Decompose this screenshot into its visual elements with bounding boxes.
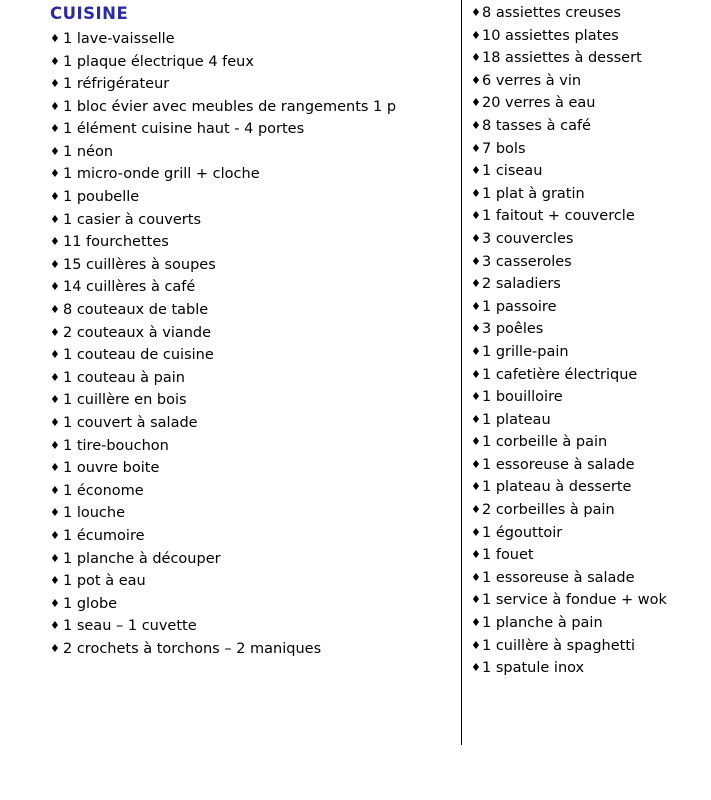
diamond-bullet-icon: ♦ xyxy=(50,190,60,204)
diamond-bullet-icon: ♦ xyxy=(471,322,481,336)
diamond-bullet-icon: ♦ xyxy=(471,96,481,110)
list-item-label: 2 crochets à torchons – 2 maniques xyxy=(63,640,322,657)
diamond-bullet-icon: ♦ xyxy=(471,661,481,675)
right-inventory-list xyxy=(471,2,711,680)
diamond-bullet-icon: ♦ xyxy=(50,506,60,520)
diamond-bullet-icon: ♦ xyxy=(50,122,60,136)
list-item-label: 2 corbeilles à pain xyxy=(482,502,615,519)
list-item-label: 1 plaque électrique 4 feux xyxy=(63,53,254,70)
diamond-bullet-icon: ♦ xyxy=(471,480,481,494)
diamond-bullet-icon: ♦ xyxy=(50,416,60,430)
list-item-label: 1 micro-onde grill + cloche xyxy=(63,166,260,183)
diamond-bullet-icon: ♦ xyxy=(50,144,60,158)
list-item xyxy=(50,254,461,277)
list-item xyxy=(471,183,711,206)
list-item xyxy=(471,160,711,183)
list-item xyxy=(471,386,711,409)
list-item-label: 1 écumoire xyxy=(63,527,145,544)
list-item-label: 11 fourchettes xyxy=(63,234,169,251)
list-item-label: 10 assiettes plates xyxy=(482,27,619,44)
diamond-bullet-icon: ♦ xyxy=(50,370,60,384)
list-item-label: 1 néon xyxy=(63,143,114,160)
list-item-label: 1 élément cuisine haut - 4 portes xyxy=(63,121,305,138)
list-item xyxy=(50,615,461,638)
diamond-bullet-icon: ♦ xyxy=(50,348,60,362)
list-item-label: 1 lave-vaisselle xyxy=(63,30,175,47)
list-item xyxy=(50,163,461,186)
list-item xyxy=(471,25,711,48)
diamond-bullet-icon: ♦ xyxy=(471,6,481,19)
list-item-label: 1 plateau xyxy=(482,411,551,428)
list-item-label: 1 corbeille à pain xyxy=(482,434,608,451)
list-item-label: 1 essoreuse à salade xyxy=(482,456,635,473)
list-item xyxy=(471,47,711,70)
list-item-label: 1 casier à couverts xyxy=(63,211,201,228)
list-item xyxy=(471,2,711,25)
list-item-label: 1 couvert à salade xyxy=(63,415,198,432)
list-item xyxy=(50,570,461,593)
list-item xyxy=(471,567,711,590)
list-item-label: 18 assiettes à dessert xyxy=(482,50,642,67)
list-item-label: 1 faitout + couvercle xyxy=(482,208,635,225)
diamond-bullet-icon: ♦ xyxy=(471,344,481,358)
list-item xyxy=(471,635,711,658)
list-item xyxy=(471,296,711,319)
diamond-bullet-icon: ♦ xyxy=(471,186,481,200)
list-item xyxy=(50,593,461,616)
list-item-label: 8 couteaux de table xyxy=(63,302,209,319)
list-item xyxy=(471,544,711,567)
list-item-label: 1 planche à pain xyxy=(482,615,603,632)
diamond-bullet-icon: ♦ xyxy=(50,574,60,588)
list-item-label: 1 égouttoir xyxy=(482,524,563,541)
list-item-label: 1 tire-bouchon xyxy=(63,437,169,454)
right-column xyxy=(462,0,711,680)
list-item xyxy=(50,412,461,435)
diamond-bullet-icon: ♦ xyxy=(50,619,60,633)
list-item xyxy=(50,141,461,164)
list-item-label: 1 essoreuse à salade xyxy=(482,569,635,586)
diamond-bullet-icon: ♦ xyxy=(471,548,481,562)
list-item-label: 3 poêles xyxy=(482,321,544,338)
diamond-bullet-icon: ♦ xyxy=(471,435,481,449)
list-item-label: 1 bloc évier avec meubles de rangements 1 p xyxy=(63,98,397,115)
list-item-label: 1 plat à gratin xyxy=(482,185,585,202)
diamond-bullet-icon: ♦ xyxy=(50,528,60,542)
list-item-label: 15 cuillères à soupes xyxy=(63,256,216,273)
list-item-label: 6 verres à vin xyxy=(482,72,582,89)
list-item xyxy=(471,115,711,138)
list-item-label: 1 planche à découper xyxy=(63,550,221,567)
list-item-label: 8 assiettes creuses xyxy=(482,5,621,21)
diamond-bullet-icon: ♦ xyxy=(50,551,60,565)
list-item-label: 2 couteaux à viande xyxy=(63,324,212,341)
list-item xyxy=(471,409,711,432)
diamond-bullet-icon: ♦ xyxy=(50,167,60,181)
list-item-label: 1 service à fondue + wok xyxy=(482,592,667,609)
diamond-bullet-icon: ♦ xyxy=(471,412,481,426)
list-item xyxy=(471,522,711,545)
list-item xyxy=(50,96,461,119)
list-item xyxy=(50,367,461,390)
list-item-label: 1 bouilloire xyxy=(482,389,563,406)
diamond-bullet-icon: ♦ xyxy=(471,141,481,155)
list-item xyxy=(471,454,711,477)
list-item xyxy=(471,273,711,296)
diamond-bullet-icon: ♦ xyxy=(471,503,481,517)
list-item-label: 1 ciseau xyxy=(482,163,543,180)
list-item xyxy=(471,499,711,522)
list-item xyxy=(50,186,461,209)
list-item-label: 1 grille-pain xyxy=(482,343,569,360)
diamond-bullet-icon: ♦ xyxy=(50,31,60,45)
diamond-bullet-icon: ♦ xyxy=(471,638,481,652)
list-item xyxy=(50,209,461,232)
list-item xyxy=(50,389,461,412)
diamond-bullet-icon: ♦ xyxy=(50,212,60,226)
list-item-label: 1 pot à eau xyxy=(63,573,146,590)
list-item-label: 1 louche xyxy=(63,505,126,522)
list-item xyxy=(50,51,461,74)
list-item-label: 8 tasses à café xyxy=(482,117,591,134)
list-item xyxy=(50,344,461,367)
list-item xyxy=(50,525,461,548)
list-item xyxy=(50,299,461,322)
diamond-bullet-icon: ♦ xyxy=(50,461,60,475)
diamond-bullet-icon: ♦ xyxy=(471,593,481,607)
list-item-label: 1 poubelle xyxy=(63,189,140,206)
list-item-label: 1 réfrigérateur xyxy=(63,76,170,93)
list-item xyxy=(471,228,711,251)
list-item-label: 1 fouet xyxy=(482,547,534,564)
diamond-bullet-icon: ♦ xyxy=(50,596,60,610)
list-item xyxy=(471,364,711,387)
list-item xyxy=(50,276,461,299)
list-item-label: 1 couteau à pain xyxy=(63,369,185,386)
list-item xyxy=(471,476,711,499)
diamond-bullet-icon: ♦ xyxy=(50,483,60,497)
list-item-label: 3 casseroles xyxy=(482,253,572,270)
list-item xyxy=(50,457,461,480)
diamond-bullet-icon: ♦ xyxy=(50,325,60,339)
diamond-bullet-icon: ♦ xyxy=(50,54,60,68)
diamond-bullet-icon: ♦ xyxy=(50,99,60,113)
diamond-bullet-icon: ♦ xyxy=(471,367,481,381)
diamond-bullet-icon: ♦ xyxy=(471,390,481,404)
list-item-label: 3 couvercles xyxy=(482,230,574,247)
list-item-label: 1 couteau de cuisine xyxy=(63,347,214,364)
list-item-label: 20 verres à eau xyxy=(482,95,596,112)
list-item-label: 1 économe xyxy=(63,482,144,499)
diamond-bullet-icon: ♦ xyxy=(50,280,60,294)
list-item-label: 7 bols xyxy=(482,140,526,157)
list-item xyxy=(471,138,711,161)
list-item xyxy=(50,73,461,96)
list-item xyxy=(50,28,461,51)
list-item-label: 1 spatule inox xyxy=(482,660,585,677)
list-item xyxy=(471,589,711,612)
list-item xyxy=(50,435,461,458)
list-item-label: 1 globe xyxy=(63,595,118,612)
diamond-bullet-icon: ♦ xyxy=(471,118,481,132)
list-item-label: 1 ouvre boite xyxy=(63,460,160,477)
diamond-bullet-icon: ♦ xyxy=(50,641,60,655)
diamond-bullet-icon: ♦ xyxy=(471,277,481,291)
diamond-bullet-icon: ♦ xyxy=(471,299,481,313)
diamond-bullet-icon: ♦ xyxy=(50,303,60,317)
diamond-bullet-icon: ♦ xyxy=(471,28,481,42)
diamond-bullet-icon: ♦ xyxy=(471,209,481,223)
diamond-bullet-icon: ♦ xyxy=(50,393,60,407)
diamond-bullet-icon: ♦ xyxy=(471,73,481,87)
diamond-bullet-icon: ♦ xyxy=(471,570,481,584)
list-item xyxy=(471,612,711,635)
list-item xyxy=(471,205,711,228)
list-item-label: 1 cafetière électrique xyxy=(482,366,638,383)
list-item xyxy=(471,431,711,454)
list-item xyxy=(50,118,461,141)
list-item xyxy=(471,318,711,341)
diamond-bullet-icon: ♦ xyxy=(50,235,60,249)
list-item xyxy=(471,92,711,115)
diamond-bullet-icon: ♦ xyxy=(471,164,481,178)
diamond-bullet-icon: ♦ xyxy=(50,438,60,452)
list-item xyxy=(50,480,461,503)
page-title: CUISINE xyxy=(50,4,129,23)
left-inventory-list xyxy=(50,28,461,661)
diamond-bullet-icon: ♦ xyxy=(50,77,60,91)
list-item-label: 1 plateau à desserte xyxy=(482,479,632,496)
diamond-bullet-icon: ♦ xyxy=(471,231,481,245)
list-item xyxy=(471,251,711,274)
list-item-label: 2 saladiers xyxy=(482,276,561,293)
diamond-bullet-icon: ♦ xyxy=(471,616,481,630)
list-item xyxy=(50,231,461,254)
list-item-label: 14 cuillères à café xyxy=(63,279,196,296)
diamond-bullet-icon: ♦ xyxy=(471,254,481,268)
list-item xyxy=(471,341,711,364)
list-item xyxy=(50,322,461,345)
list-item-label: 1 cuillère à spaghetti xyxy=(482,637,636,654)
list-item xyxy=(50,502,461,525)
list-item xyxy=(50,638,461,661)
list-item xyxy=(471,657,711,680)
diamond-bullet-icon: ♦ xyxy=(471,525,481,539)
list-item-label: 1 seau – 1 cuvette xyxy=(63,618,197,635)
diamond-bullet-icon: ♦ xyxy=(50,257,60,271)
list-item xyxy=(471,70,711,93)
list-item-label: 1 cuillère en bois xyxy=(63,392,187,409)
list-item-label: 1 passoire xyxy=(482,298,557,315)
list-item xyxy=(50,548,461,571)
diamond-bullet-icon: ♦ xyxy=(471,457,481,471)
diamond-bullet-icon: ♦ xyxy=(471,51,481,65)
